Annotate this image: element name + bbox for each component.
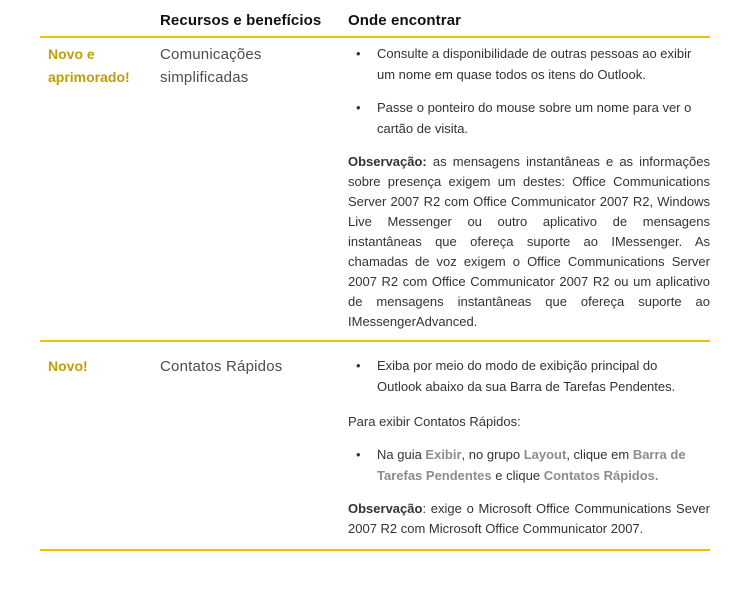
bullet-icon: • xyxy=(356,46,361,61)
text-segment: Contatos Rápidos. xyxy=(543,468,659,483)
row-badge: Novo e aprimorado! xyxy=(48,46,130,85)
text-segment: Barra de Tarefas Pendentes xyxy=(377,447,686,483)
bullet-text xyxy=(377,444,710,486)
table-header-row xyxy=(40,12,710,38)
note-paragraph xyxy=(348,499,710,539)
text-segment: Passe o ponteiro do mouse sobre um nome para ver o cartão de visita. xyxy=(377,100,692,136)
text-segment: Layout xyxy=(523,447,567,462)
features-table xyxy=(40,12,710,551)
text-segment: : exige o Microsoft Office Communications Sever 2007 R2 com Microsoft Office Communicator 2007. xyxy=(348,501,710,536)
text-segment: Para exibir Contatos Rápidos: xyxy=(348,414,521,429)
table-row xyxy=(40,38,710,342)
bullet-item xyxy=(348,43,710,85)
text-segment: , clique em xyxy=(566,447,633,462)
bullet-text xyxy=(377,355,710,397)
text-segment: Exibir xyxy=(425,447,462,462)
bullet-icon: • xyxy=(356,358,361,373)
table-body xyxy=(40,38,710,551)
text-segment: Na guia xyxy=(377,447,426,462)
bullet-text xyxy=(377,43,710,85)
note-paragraph xyxy=(348,152,710,332)
bullet-item xyxy=(348,355,710,397)
text-segment: , no grupo xyxy=(461,447,524,462)
text-segment: e clique xyxy=(491,468,544,483)
text-segment: Observação xyxy=(348,501,423,516)
row-feature: Contatos Rápidos xyxy=(160,358,283,375)
row-content xyxy=(348,355,710,539)
row-content xyxy=(348,43,710,332)
bullet-item xyxy=(348,444,710,486)
text-segment: Exiba por meio do modo de exibição principal do Outlook abaixo da sua Barra de Tarefas Pendentes. xyxy=(377,358,676,394)
paragraph xyxy=(348,411,710,432)
text-segment: Observação: xyxy=(348,154,427,169)
table-row xyxy=(40,342,710,551)
bullet-icon: • xyxy=(356,100,361,115)
text-segment: as mensagens instantâneas e as informações sobre presença exigem um destes: Office Communications Server 2007 R2 com Office Communicator 2007 R2, Windows Live Messenger ou outro aplicativo de mensagens instantâneas que ofereça suporte ao IMessenger. As chamadas de voz exigem o Office Communications Server 2007 R2 com Office Communicator 2007 R2 ou um aplicativo de mensagens instantâneas que ofereça suporte ao IMessengerAdvanced. xyxy=(348,154,710,329)
row-badge: Novo! xyxy=(48,358,88,374)
column-header-features: Recursos e benefícios xyxy=(160,12,322,29)
row-feature: Comunicações simplificadas xyxy=(160,46,262,86)
bullet-item xyxy=(348,97,710,139)
bullet-icon: • xyxy=(356,447,361,462)
text-segment: Consulte a disponibilidade de outras pessoas ao exibir um nome em quase todos os itens do Outlook. xyxy=(377,46,692,82)
bullet-text xyxy=(377,97,710,139)
column-header-where: Onde encontrar xyxy=(348,12,462,29)
header-spacer-cell xyxy=(40,12,160,29)
